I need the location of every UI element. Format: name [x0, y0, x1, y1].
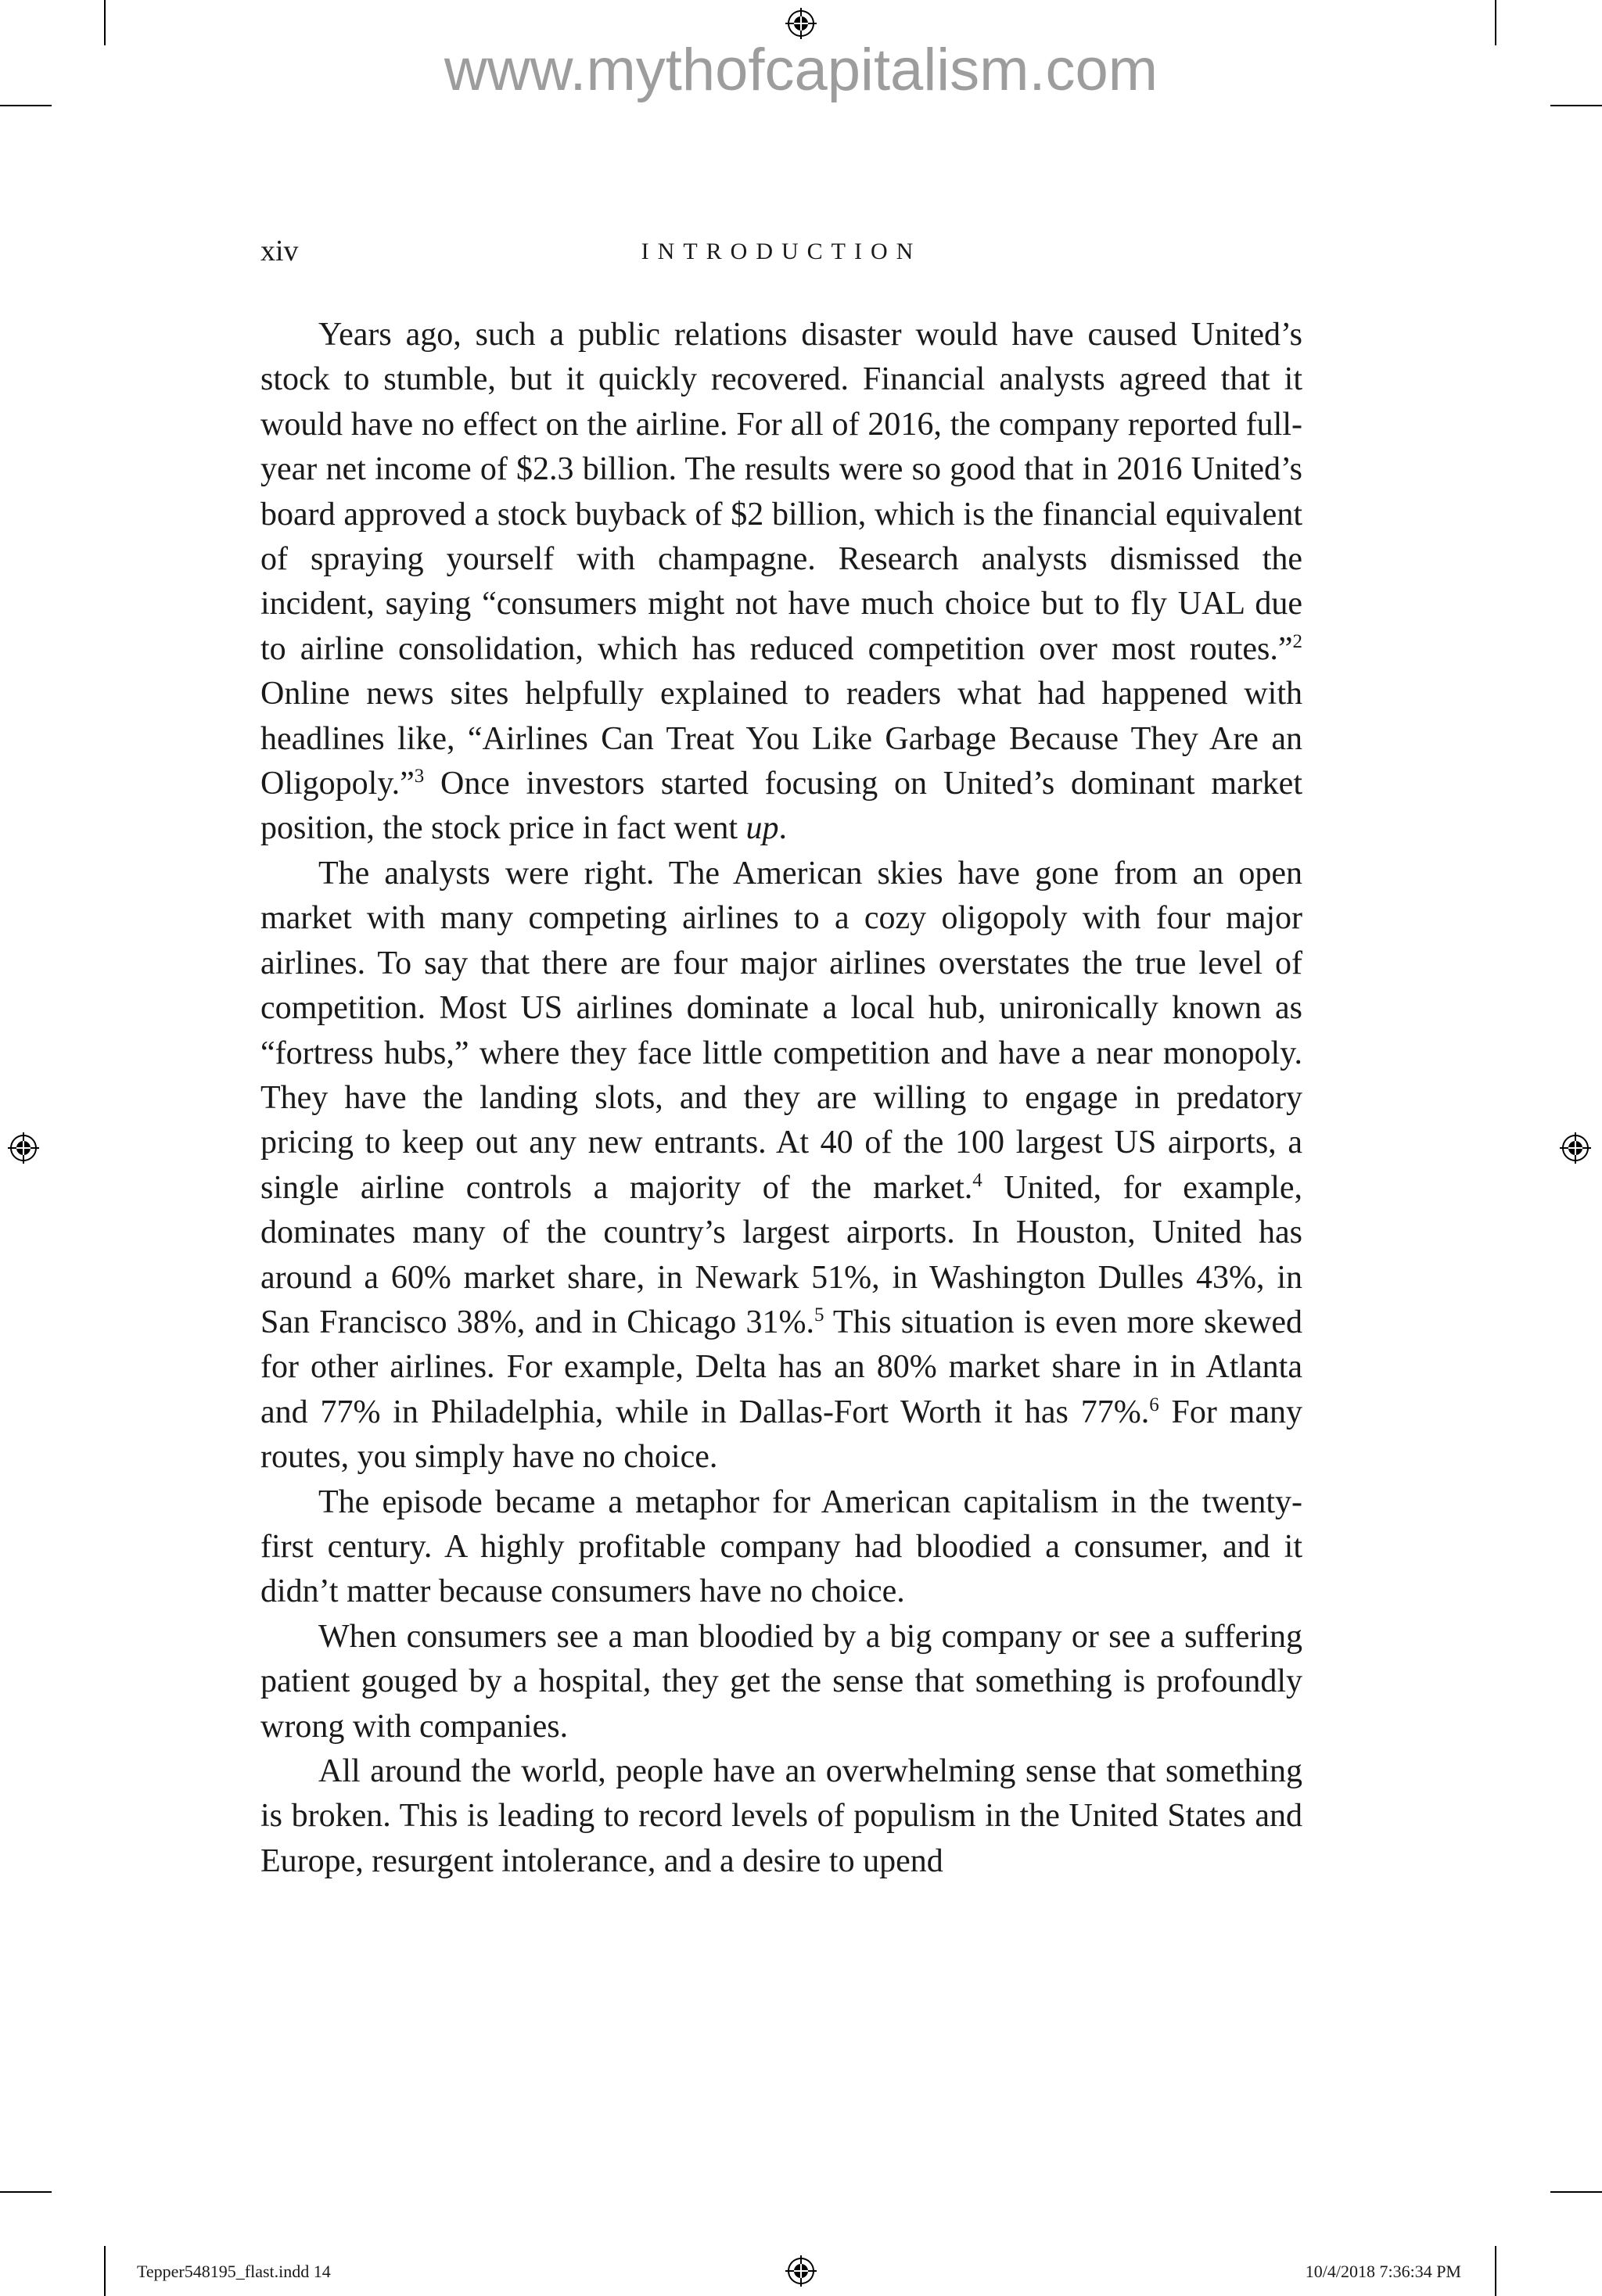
crop-mark: [104, 2246, 106, 2296]
registration-mark-icon: [8, 1132, 39, 1164]
footnote-marker: 5: [814, 1304, 824, 1326]
registration-mark-icon: [1560, 1132, 1591, 1164]
date-slug: 10/4/2018 7:36:34 PM: [1305, 2262, 1461, 2281]
page-number: xiv: [260, 235, 299, 267]
text-run: The episode became a metaphor for American capitalism in the twenty-first century. A highly profitable company had bloodied a consumer, and it didn’t matter because consumers have no choice.: [260, 1483, 1302, 1610]
text-run: United, for example, dominates many of the country’s largest airports. In Houston, United has around a 60% market share, in Newark 51%, in Washington Dulles 43%, in San Francisco 38%, and in Chicago 31%.: [260, 1169, 1303, 1340]
footnote-marker: 3: [414, 766, 425, 787]
crop-mark: [1550, 2191, 1602, 2193]
footnote-marker: 2: [1292, 630, 1302, 652]
text-run: This situation is even more skewed for other airlines. For example, Delta has an 80% market share in in Atlanta and 77% in Philadelphia, while in Dallas-Fort Worth it has 77%.: [260, 1304, 1302, 1430]
paragraph: [260, 1480, 1302, 1615]
text-run: Once investors started focusing on United’s dominant market position, the stock price in fact went: [260, 766, 1302, 847]
text-run: The analysts were right. The American skies have gone from an open market with many competing airlines to a cozy oligopoly with four major airlines. To say that there are four major airlines overstates the true level of competition. Most US airlines dominate a local hub, unironically known as “fortress hubs,” where they face little competition and have a near monopoly. They have the landing slots, and they are willing to engage in predatory pricing to keep out any new entrants. At 40 of the 100 largest US airports, a single airline controls a majority of the market.: [260, 855, 1302, 1206]
text-run: .: [778, 810, 788, 847]
paragraph: [260, 313, 1302, 852]
paragraph: [260, 1615, 1302, 1749]
text-run: For many routes, you simply have no choice.: [260, 1394, 1302, 1476]
watermark-url: www.mythofcapitalism.com: [444, 37, 1158, 103]
body-text: [260, 313, 1302, 1884]
registration-mark-icon: [785, 2255, 817, 2287]
crop-mark: [0, 2191, 52, 2193]
paragraph: [260, 1749, 1302, 1884]
running-head: INTRODUCTION: [641, 239, 922, 264]
text-run: When consumers see a man bloodied by a big company or see a suffering patient gouged by a hospital, they get the sense that something is profoundly wrong with companies.: [260, 1618, 1302, 1745]
file-slug: Tepper548195_flast.indd 14: [137, 2262, 331, 2281]
footnote-marker: 4: [972, 1169, 982, 1191]
paragraph: [260, 852, 1302, 1480]
text-run: All around the world, people have an overwhelming sense that something is broken. This is leading to record levels of populism in the United States and Europe, resurgent intolerance, and a desire to upend: [260, 1753, 1302, 1879]
emphasis-text: up: [745, 810, 779, 847]
text-run: Years ago, such a public relations disaster would have caused United’s stock to stumble, but it quickly recovered. Financial analysts agreed that it would have no effect on the airline. For all of 2016, the company reported full-year net income of $2.3 billion. The results were so good that in 2016 United’s board approved a stock buyback of $2 billion, which is the financial equivalent of spraying yourself with champagne. Research analysts dismissed the incident, saying “consumers might not have much choice but to fly UAL due to airline consolidation, which has reduced competition over most routes.”: [260, 317, 1302, 667]
text-run: Online news sites helpfully explained to readers what had happened with headlines like, “Airlines Can Treat You Like Garbage Because They Are an Oligopoly.”: [260, 676, 1302, 802]
crop-mark: [1495, 2246, 1496, 2296]
footnote-marker: 6: [1149, 1394, 1159, 1415]
